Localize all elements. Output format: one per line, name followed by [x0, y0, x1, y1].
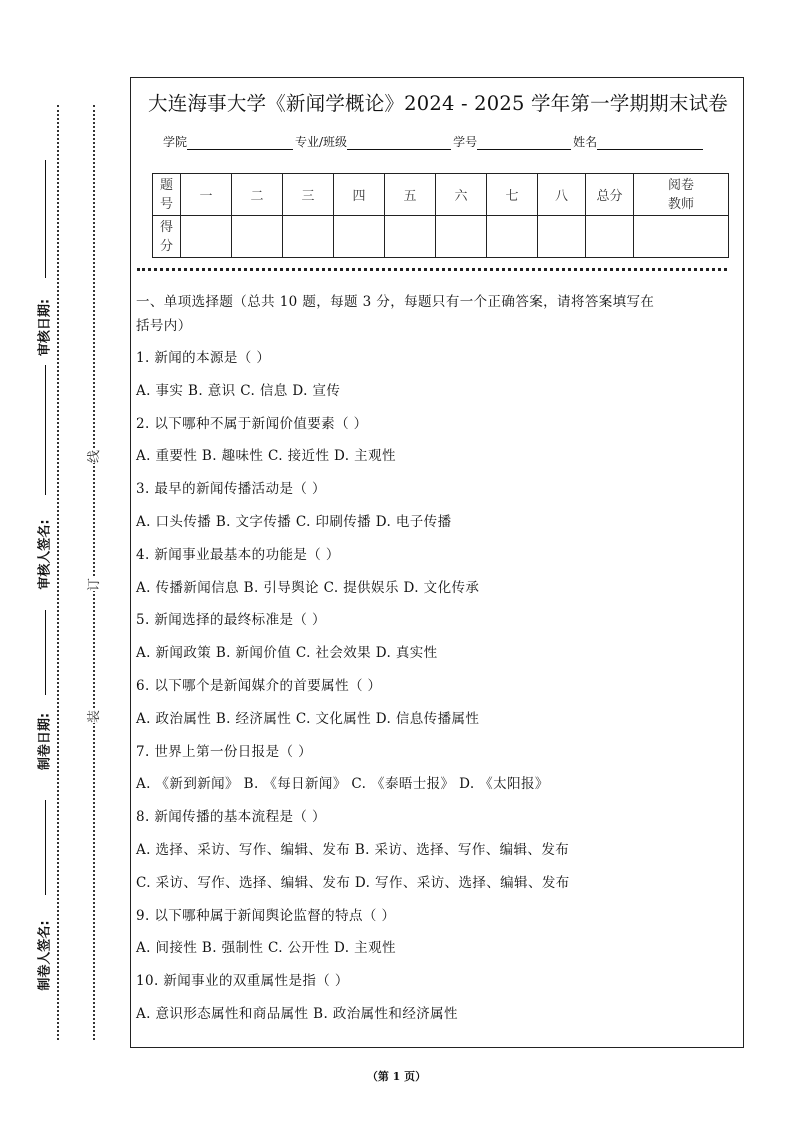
score-cell-5[interactable]: [385, 216, 436, 258]
student-id-label: 学号: [453, 135, 478, 149]
major-label: 专业/班级: [295, 135, 348, 149]
col-8: 八: [538, 174, 586, 216]
score-table: [152, 173, 729, 258]
col-6: 六: [436, 174, 487, 216]
score-cell-1[interactable]: [181, 216, 232, 258]
name-field[interactable]: [597, 137, 703, 150]
question-5: 5. 新闻选择的最终标准是（ ）: [136, 612, 326, 629]
score-cell-reviewer[interactable]: [634, 216, 729, 258]
question-9: 9. 以下哪种属于新闻舆论监督的特点（ ）: [136, 907, 396, 924]
page-number: （第 1 页）: [366, 1070, 427, 1083]
options-10-ab: A. 意识形态属性和商品属性 B. 政治属性和经济属性: [136, 1005, 458, 1022]
score-table-header-row: [153, 174, 729, 216]
binding-char-zhuang: 装: [83, 710, 102, 723]
options-4: A. 传播新闻信息 B. 引导舆论 C. 提供娱乐 D. 文化传承: [136, 579, 480, 596]
exam-content: [136, 290, 736, 1031]
score-table-score-row: [153, 216, 729, 258]
score-cell-7[interactable]: [487, 216, 538, 258]
reviewer-date-line: [45, 160, 46, 278]
question-6: 6. 以下哪个是新闻媒介的首要属性（ ）: [136, 677, 382, 694]
reviewer-teacher-label: 阅卷 教师: [634, 174, 729, 216]
student-info-line: [163, 133, 705, 150]
options-8-ab: A. 选择、采访、写作、编辑、发布 B. 采访、选择、写作、编辑、发布: [136, 841, 570, 858]
student-id-field[interactable]: [477, 137, 571, 150]
col-total: 总分: [586, 174, 634, 216]
col-5: 五: [385, 174, 436, 216]
score-cell-6[interactable]: [436, 216, 487, 258]
exam-frame: [130, 77, 744, 1048]
question-4: 4. 新闻事业最基本的功能是（ ）: [136, 546, 340, 563]
score-cell-8[interactable]: [538, 216, 586, 258]
question-7: 7. 世界上第一份日报是（ ）: [136, 743, 312, 760]
options-1: A. 事实 B. 意识 C. 信息 D. 宣传: [136, 382, 341, 399]
maker-date-line: [45, 610, 46, 695]
college-field[interactable]: [187, 137, 293, 150]
binding-char-ding: 订: [83, 578, 102, 591]
section-heading: 一、单项选择题（总共 10 题，每题 3 分，每题只有一个正确答案，请将答案填写在 括号内）: [136, 294, 655, 334]
question-2: 2. 以下哪种不属于新闻价值要素（ ）: [136, 415, 368, 432]
maker-date-label: 制卷日期:: [37, 712, 53, 771]
reviewer-sign-line: [45, 365, 46, 495]
question-10: 10. 新闻事业的双重属性是指（ ）: [136, 973, 349, 990]
outer-dotted-line: [57, 105, 59, 1040]
dotted-separator: [137, 268, 727, 271]
inner-dotted-line: [93, 105, 95, 1040]
options-5: A. 新闻政策 B. 新闻价值 C. 社会效果 D. 真实性: [136, 645, 438, 662]
reviewer-sign-label: 审核人签名:: [37, 519, 53, 590]
col-3: 三: [283, 174, 334, 216]
binding-char-xian: 线: [83, 450, 102, 463]
name-label: 姓名: [573, 135, 598, 149]
score-cell-total[interactable]: [586, 216, 634, 258]
score-cell-3[interactable]: [283, 216, 334, 258]
options-7: A. 《新到新闻》 B. 《每日新闻》 C. 《泰晤士报》 D. 《太阳报》: [136, 776, 549, 793]
college-label: 学院: [163, 135, 188, 149]
score-cell-4[interactable]: [334, 216, 385, 258]
question-8: 8. 新闻传播的基本流程是（ ）: [136, 809, 326, 826]
col-7: 七: [487, 174, 538, 216]
score-label: 得 分: [153, 216, 181, 258]
score-cell-2[interactable]: [232, 216, 283, 258]
col-2: 二: [232, 174, 283, 216]
options-3: A. 口头传播 B. 文字传播 C. 印刷传播 D. 电子传播: [136, 513, 452, 530]
maker-sign-label: 制卷人签名:: [37, 920, 53, 991]
maker-sign-line: [45, 800, 46, 895]
reviewer-date-label: 审核日期:: [37, 298, 53, 357]
exam-title: 大连海事大学《新闻学概论》2024 - 2025 学年第一学期期末试卷: [148, 92, 728, 115]
options-8-cd: C. 采访、写作、选择、编辑、发布 D. 写作、采访、选择、编辑、发布: [136, 874, 570, 891]
col-4: 四: [334, 174, 385, 216]
question-3: 3. 最早的新闻传播活动是（ ）: [136, 481, 326, 498]
col-1: 一: [181, 174, 232, 216]
options-6: A. 政治属性 B. 经济属性 C. 文化属性 D. 信息传播属性: [136, 710, 480, 727]
options-2: A. 重要性 B. 趣味性 C. 接近性 D. 主观性: [136, 448, 396, 465]
question-1: 1. 新闻的本源是（ ）: [136, 350, 271, 366]
major-field[interactable]: [347, 137, 451, 150]
options-9: A. 间接性 B. 强制性 C. 公开性 D. 主观性: [136, 940, 396, 957]
question-number-label: 题 号: [153, 174, 181, 216]
